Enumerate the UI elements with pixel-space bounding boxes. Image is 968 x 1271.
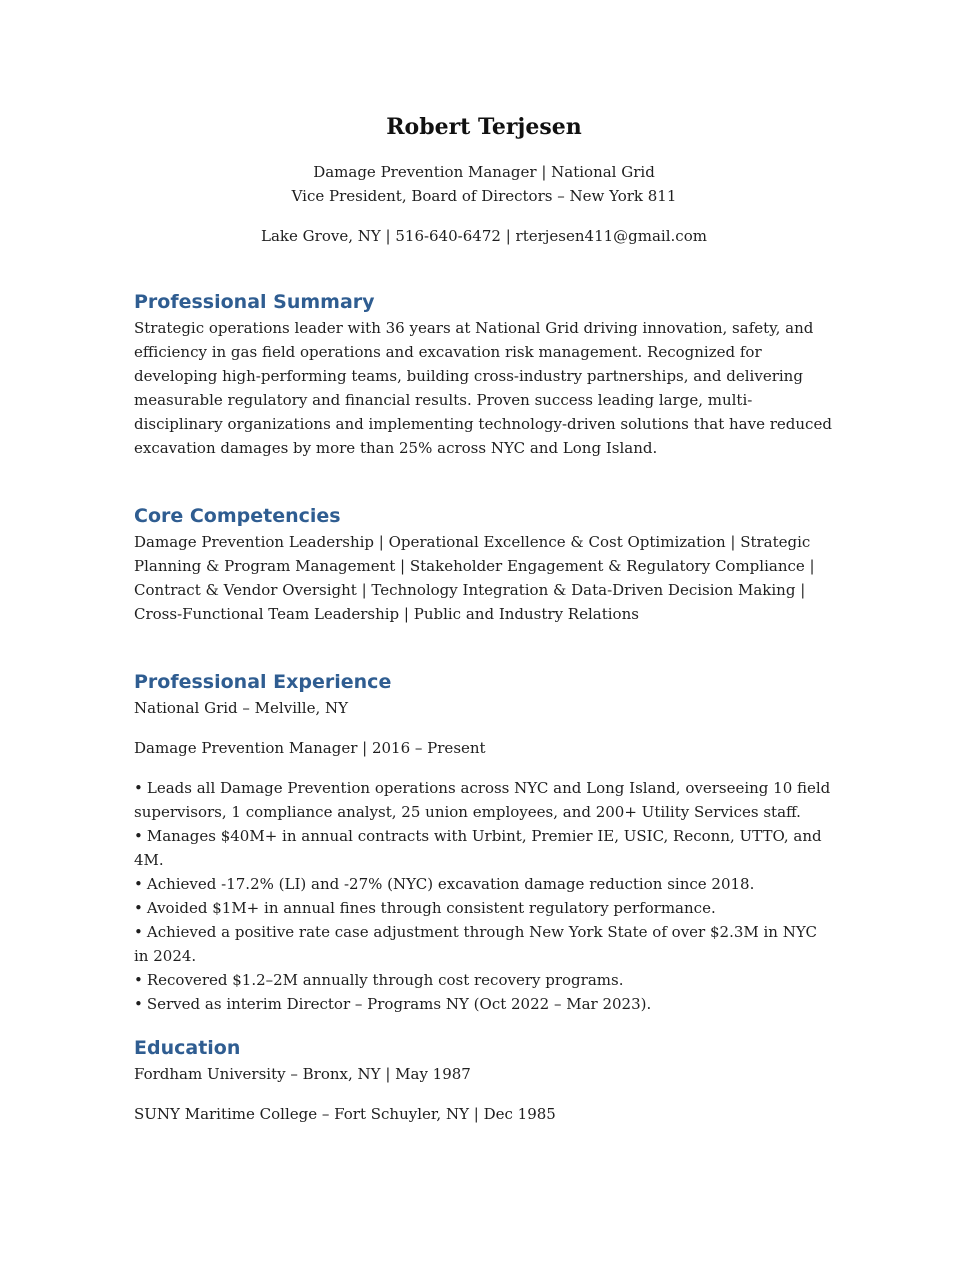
competencies-text: Damage Prevention Leadership | Operational Excellence & Cost Optimization | Strategic Planning & Program Management | Stakeholder Engagement & Regulatory Compliance | Contract & Vendor Oversight | Technology Integration & Data-Driven Decision Making | Cross-Functional Team Leadership | Public and Industry Relations (134, 533, 815, 623)
list-item (134, 776, 834, 824)
summary-heading: Professional Summary (134, 291, 375, 313)
candidate-name: Robert Terjesen (386, 114, 582, 140)
competencies-heading: Core Competencies (134, 505, 341, 527)
bullet-icon: • (134, 827, 143, 845)
bullet-icon: • (134, 899, 143, 917)
bullet-icon: • (134, 779, 143, 797)
competencies-section (134, 502, 834, 626)
education-section (134, 1034, 834, 1126)
bullet-icon: • (134, 923, 143, 941)
list-item (134, 896, 834, 920)
bullet-text: Avoided $1M+ in annual fines through consistent regulatory performance. (146, 899, 716, 917)
bullet-text: Leads all Damage Prevention operations across NYC and Long Island, overseeing 10 field supervisors, 1 compliance analyst, 25 union employees, and 200+ Utility Services staff. (134, 779, 831, 821)
bullet-text: Achieved a positive rate case adjustment through New York State of over $2.3M in NYC in 2024. (134, 923, 817, 965)
board-title: Vice President, Board of Directors – New York 811 (291, 187, 677, 205)
employer: National Grid – Melville, NY (134, 699, 349, 717)
list-item (134, 920, 834, 968)
bullet-text: Achieved -17.2% (LI) and -27% (NYC) excavation damage reduction since 2018. (146, 875, 755, 893)
summary-section (134, 288, 834, 460)
education-entry-suny: SUNY Maritime College – Fort Schuyler, NY | Dec 1985 (134, 1105, 556, 1123)
summary-text: Strategic operations leader with 36 years at National Grid driving innovation, safety, and efficiency in gas field operations and excavation risk management. Recognized for developing high-performing teams, building cross-industry partnerships, and delivering measurable regulatory and financial results. Proven success leading large, multi-disciplinary organizations and implementing technology-driven solutions that have reduced excavation damages by more than 25% across NYC and Long Island. (134, 319, 832, 457)
list-item (134, 968, 834, 992)
education-heading: Education (134, 1037, 241, 1059)
bullet-text: Recovered $1.2–2M annually through cost recovery programs. (146, 971, 624, 989)
list-item (134, 992, 834, 1016)
education-entry-fordham: Fordham University – Bronx, NY | May 1987 (134, 1065, 471, 1083)
list-item (134, 872, 834, 896)
list-item (134, 824, 834, 872)
title-block (0, 160, 968, 208)
bullet-icon: • (134, 971, 143, 989)
resume-header (0, 110, 968, 263)
experience-heading: Professional Experience (134, 671, 392, 693)
role-title: Damage Prevention Manager | 2016 – Present (134, 739, 486, 757)
bullet-icon: • (134, 875, 143, 893)
current-title: Damage Prevention Manager | National Grid (313, 163, 655, 181)
experience-section (134, 668, 834, 1016)
achievement-list (134, 776, 834, 1016)
bullet-text: Manages $40M+ in annual contracts with Urbint, Premier IE, USIC, Reconn, UTTO, and 4M. (134, 827, 822, 869)
bullet-text: Served as interim Director – Programs NY (Oct 2022 – Mar 2023). (146, 995, 652, 1013)
contact-info: Lake Grove, NY | 516-640-6472 | rterjesen411@gmail.com (261, 227, 707, 245)
bullet-icon: • (134, 995, 143, 1013)
